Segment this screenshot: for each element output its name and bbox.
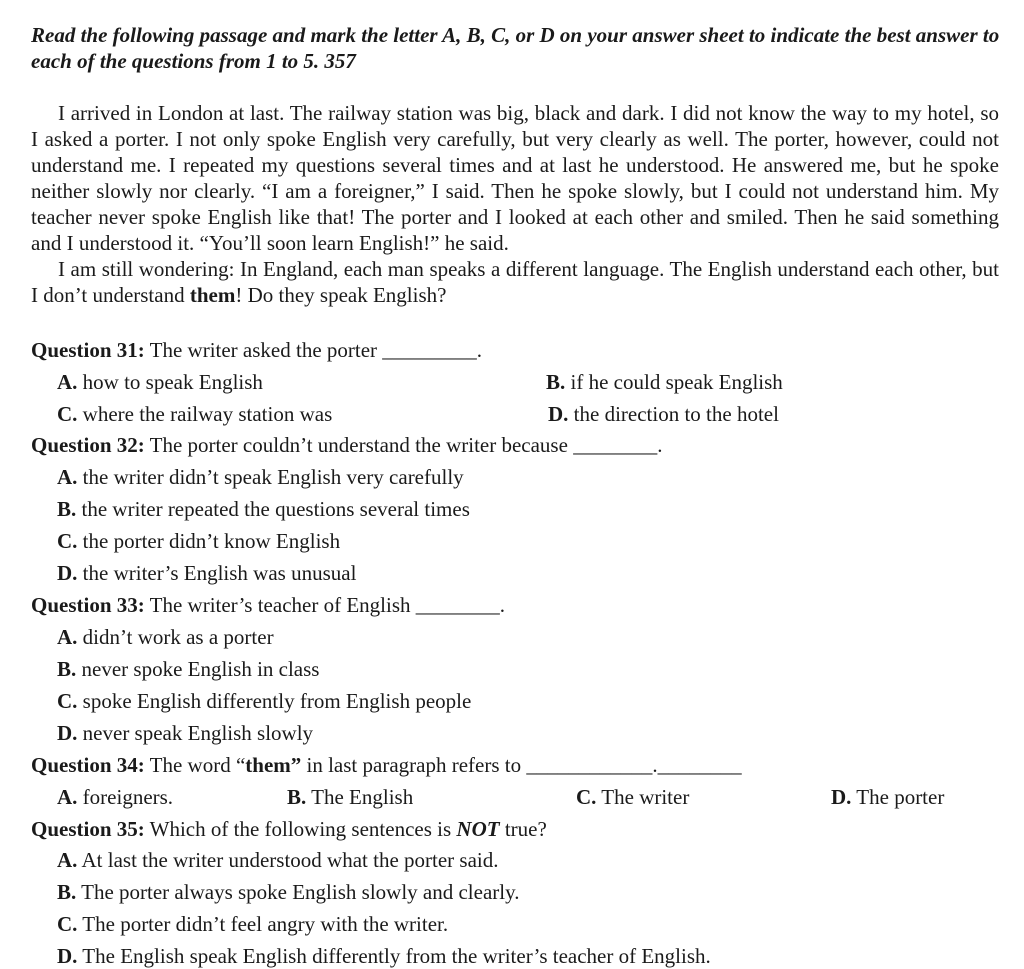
q33-option-a[interactable]: [57, 624, 274, 650]
option-text: The writer: [596, 785, 690, 809]
option-text: how to speak English: [77, 370, 263, 394]
option-letter: B.: [57, 880, 77, 904]
q34-option-d[interactable]: [831, 784, 944, 810]
q35-option-c[interactable]: [57, 911, 448, 937]
q33-option-d[interactable]: [57, 720, 313, 746]
option-letter: A.: [57, 785, 78, 809]
question-stem: The writer asked the porter: [144, 338, 383, 362]
option-text: the writer’s English was unusual: [77, 561, 357, 585]
question-label: Question 32:: [31, 433, 145, 457]
q32-option-a[interactable]: [57, 464, 464, 490]
question-label: Question 31:: [31, 338, 145, 362]
answer-blank: _________.: [382, 338, 483, 362]
q33-option-c[interactable]: [57, 688, 471, 714]
option-text: The porter didn’t feel angry with the writer.: [77, 912, 449, 936]
q32-option-c[interactable]: [57, 528, 340, 554]
question-31: [31, 337, 482, 363]
answer-blank: ____________.________: [526, 753, 742, 777]
q35-option-b[interactable]: [57, 879, 520, 905]
option-text: the porter didn’t know English: [77, 529, 341, 553]
answer-blank: ________.: [415, 593, 505, 617]
question-32: [31, 432, 662, 458]
question-34: [31, 752, 742, 778]
option-text: The porter always spoke English slowly and clearly.: [76, 880, 520, 904]
question-stem-before: The word “: [144, 753, 246, 777]
question-stem-emphasis: NOT: [456, 817, 500, 841]
option-letter: D.: [57, 944, 78, 968]
option-letter: C.: [57, 529, 78, 553]
passage-p2-text-after: ! Do they speak English?: [235, 283, 447, 307]
question-label: Question 35:: [31, 817, 145, 841]
option-text: At last the writer understood what the porter said.: [77, 848, 499, 872]
option-letter: A.: [57, 625, 78, 649]
answer-blank: ________.: [573, 433, 663, 457]
question-stem: The porter couldn’t understand the writer because: [144, 433, 574, 457]
q35-option-a[interactable]: [57, 847, 499, 873]
option-text: foreigners.: [77, 785, 174, 809]
q32-option-d[interactable]: [57, 560, 356, 586]
q31-option-d[interactable]: [548, 401, 779, 427]
passage-paragraph-1: I arrived in London at last. The railway station was big, black and dark. I did not know the way to my hotel, so I asked a porter. I not only spoke English very carefully, but very clearly as well. The porter, however, could not understand me. I repeated my questions several times and at last he understood. He answered me, but he spoke neither slowly nor clearly. “I am a foreigner,” I said. Then he spoke slowly, but I could not understand him. My teacher never spoke English like that! The porter and I looked at each other and smiled. Then he said something and I understood it. “You’ll soon learn English!” he said.: [31, 101, 999, 255]
option-letter: B.: [57, 657, 77, 681]
option-letter: B.: [546, 370, 566, 394]
option-letter: A.: [57, 370, 78, 394]
q34-option-a[interactable]: [57, 784, 173, 810]
option-text: didn’t work as a porter: [77, 625, 274, 649]
option-letter: C.: [57, 912, 78, 936]
reading-passage: [31, 100, 999, 308]
option-text: The English speak English differently from the writer’s teacher of English.: [77, 944, 711, 968]
question-stem-after: true?: [499, 817, 547, 841]
option-text: The porter: [851, 785, 945, 809]
option-text: never spoke English in class: [76, 657, 320, 681]
option-letter: D.: [548, 402, 569, 426]
option-letter: C.: [576, 785, 597, 809]
passage-paragraph-2: [31, 256, 999, 308]
q32-option-b[interactable]: [57, 496, 470, 522]
option-letter: A.: [57, 848, 78, 872]
option-text: spoke English differently from English people: [77, 689, 472, 713]
question-33: [31, 592, 505, 618]
question-stem-bold-word: them”: [245, 753, 302, 777]
question-stem-before: Which of the following sentences is: [144, 817, 457, 841]
option-letter: C.: [57, 402, 78, 426]
question-35: [31, 816, 547, 842]
q31-option-c[interactable]: [57, 401, 332, 427]
passage-p2-text-before: I am still wondering: In England, each man speaks a different language. The English understand each other, but I don’t understand: [31, 257, 999, 307]
question-stem-after: in last paragraph refers to: [301, 753, 527, 777]
question-label: Question 33:: [31, 593, 145, 617]
option-text: if he could speak English: [565, 370, 783, 394]
q34-option-b[interactable]: [287, 784, 413, 810]
q33-option-b[interactable]: [57, 656, 319, 682]
option-letter: D.: [57, 721, 78, 745]
option-letter: B.: [287, 785, 307, 809]
option-letter: C.: [57, 689, 78, 713]
passage-p2-bold-word: them: [189, 283, 236, 307]
option-text: the writer repeated the questions several times: [76, 497, 470, 521]
option-text: the direction to the hotel: [568, 402, 779, 426]
option-text: The English: [306, 785, 414, 809]
option-letter: B.: [57, 497, 77, 521]
option-letter: A.: [57, 465, 78, 489]
instructions: Read the following passage and mark the letter A, B, C, or D on your answer sheet to indicate the best answer to each of the questions from 1 to 5. 357: [31, 23, 1000, 73]
option-letter: D.: [831, 785, 852, 809]
question-label: Question 34:: [31, 753, 145, 777]
option-text: where the railway station was: [77, 402, 333, 426]
q31-option-b[interactable]: [546, 369, 783, 395]
q35-option-d[interactable]: [57, 943, 711, 969]
option-text: the writer didn’t speak English very carefully: [77, 465, 464, 489]
q34-option-c[interactable]: [576, 784, 689, 810]
option-text: never speak English slowly: [77, 721, 314, 745]
q31-option-a[interactable]: [57, 369, 263, 395]
question-stem: The writer’s teacher of English: [144, 593, 416, 617]
option-letter: D.: [57, 561, 78, 585]
